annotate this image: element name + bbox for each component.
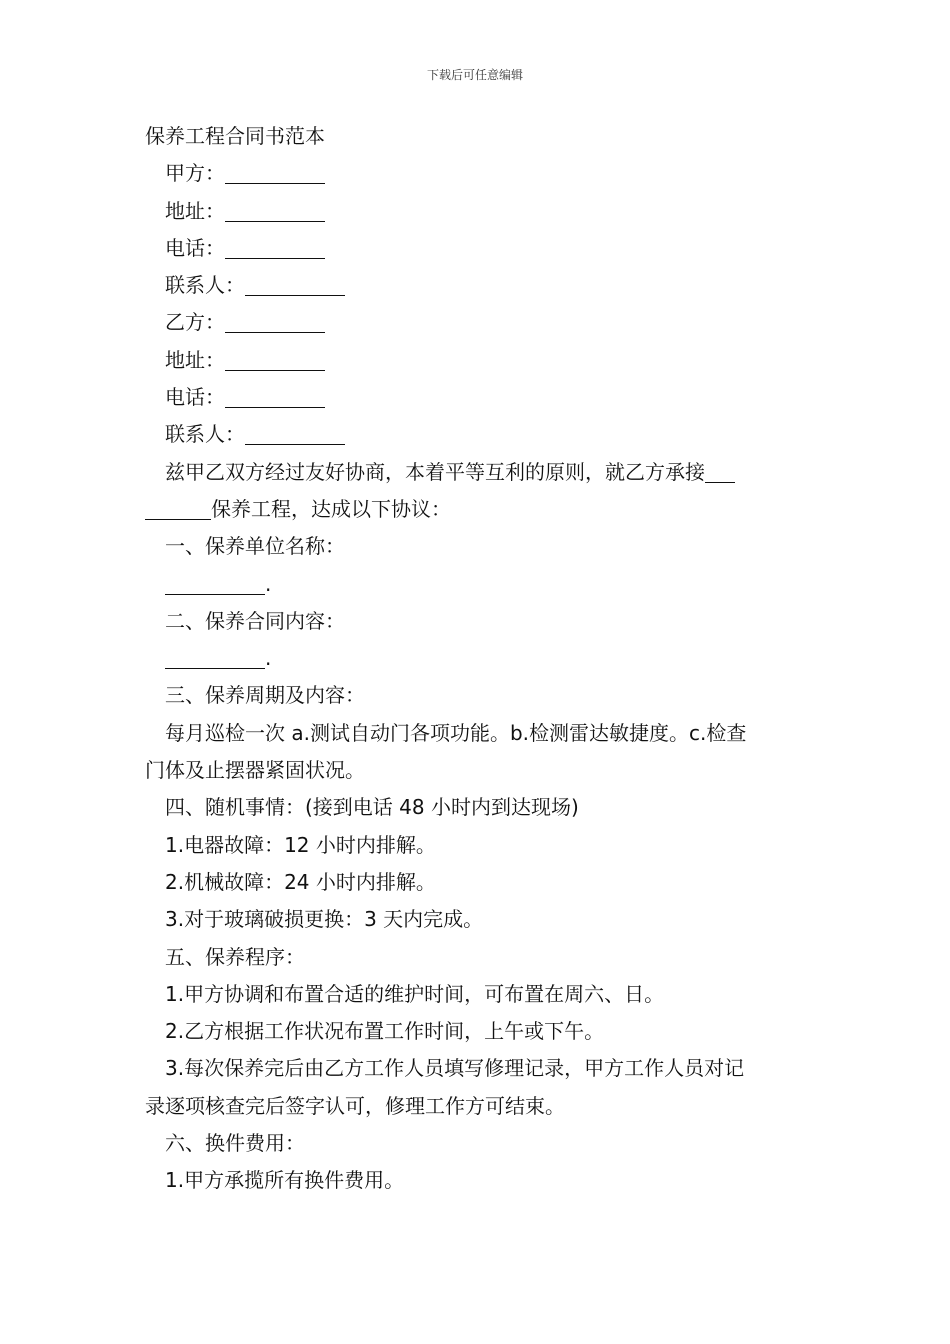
section-4-item-3: 3.对于玻璃破损更换：3 天内完成。 bbox=[165, 907, 484, 932]
party-a-address-blank bbox=[225, 201, 325, 222]
section-3-line-1: 每月巡检一次 a.测试自动门各项功能。b.检测雷达敏捷度。c.检查 bbox=[165, 720, 747, 745]
section-5-item-3-line-2: 录逐项核查完后签字认可，修理工作方可结束。 bbox=[145, 1093, 565, 1118]
party-b-phone-label: 电话： bbox=[165, 385, 225, 410]
intro-text-2: 保养工程，达成以下协议： bbox=[211, 496, 451, 521]
section-6-title: 六、换件费用： bbox=[165, 1131, 305, 1156]
project-name-blank-2 bbox=[145, 499, 211, 520]
section-2-title: 二、保养合同内容： bbox=[165, 608, 345, 633]
section-5-item-2: 2.乙方根据工作状况布置工作时间，上午或下午。 bbox=[165, 1019, 605, 1044]
party-b-phone-blank bbox=[225, 387, 325, 408]
party-b-contact-line bbox=[145, 416, 810, 453]
party-b-blank bbox=[225, 312, 325, 333]
party-b-label: 乙方： bbox=[165, 310, 225, 335]
party-b-line bbox=[145, 304, 810, 341]
document-title: 保养工程合同书范本 bbox=[145, 124, 325, 148]
section-3-title: 三、保养周期及内容： bbox=[165, 683, 365, 708]
party-a-address-label: 地址： bbox=[165, 198, 225, 223]
party-a-contact-line bbox=[145, 267, 810, 304]
section-4-item-2: 2.机械故障：24 小时内排解。 bbox=[165, 869, 436, 894]
party-a-blank bbox=[225, 163, 325, 184]
section-5-title: 五、保养程序： bbox=[165, 944, 305, 969]
party-b-phone-line bbox=[145, 379, 810, 416]
section-1-title: 一、保养单位名称： bbox=[165, 534, 345, 559]
section-2-fill-line bbox=[145, 640, 810, 677]
party-b-address-label: 地址： bbox=[165, 347, 225, 372]
party-a-phone-label: 电话： bbox=[165, 235, 225, 260]
section-1-blank bbox=[165, 574, 265, 595]
section-1-fill-line bbox=[145, 566, 810, 603]
party-a-phone-line bbox=[145, 230, 810, 267]
party-a-line bbox=[145, 155, 810, 192]
intro-line-2 bbox=[145, 491, 810, 528]
section-1-suffix: . bbox=[265, 571, 272, 596]
party-a-contact-label: 联系人： bbox=[165, 273, 245, 298]
section-4-item-1: 1.电器故障：12 小时内排解。 bbox=[165, 832, 436, 857]
section-3-line-2: 门体及止摆器紧固状况。 bbox=[145, 758, 365, 783]
party-a-contact-blank bbox=[245, 275, 345, 296]
intro-text-1: 兹甲乙双方经过友好协商，本着平等互利的原则，就乙方承接 bbox=[165, 459, 705, 484]
section-4-title: 四、随机事情：(接到电话 48 小时内到达现场) bbox=[165, 795, 579, 820]
section-5-item-1: 1.甲方协调和布置合适的维护时间，可布置在周六、日。 bbox=[165, 981, 665, 1006]
section-2-suffix: . bbox=[265, 646, 272, 671]
party-a-phone-blank bbox=[225, 238, 325, 259]
party-b-address-blank bbox=[225, 350, 325, 371]
section-2-blank bbox=[165, 648, 265, 669]
party-a-address-line bbox=[145, 193, 810, 230]
party-b-contact-blank bbox=[245, 424, 345, 445]
party-b-address-line bbox=[145, 342, 810, 379]
section-6-item-1: 1.甲方承揽所有换件费用。 bbox=[165, 1168, 405, 1193]
project-name-blank-1 bbox=[705, 462, 735, 483]
section-5-item-3-line-1: 3.每次保养完后由乙方工作人员填写修理记录，甲方工作人员对记 bbox=[165, 1056, 745, 1081]
contract-document bbox=[145, 118, 810, 1200]
page-header-note: 下载后可任意编辑 bbox=[426, 68, 523, 82]
intro-line-1 bbox=[145, 454, 810, 491]
party-a-label: 甲方： bbox=[165, 161, 225, 186]
party-b-contact-label: 联系人： bbox=[165, 422, 245, 447]
